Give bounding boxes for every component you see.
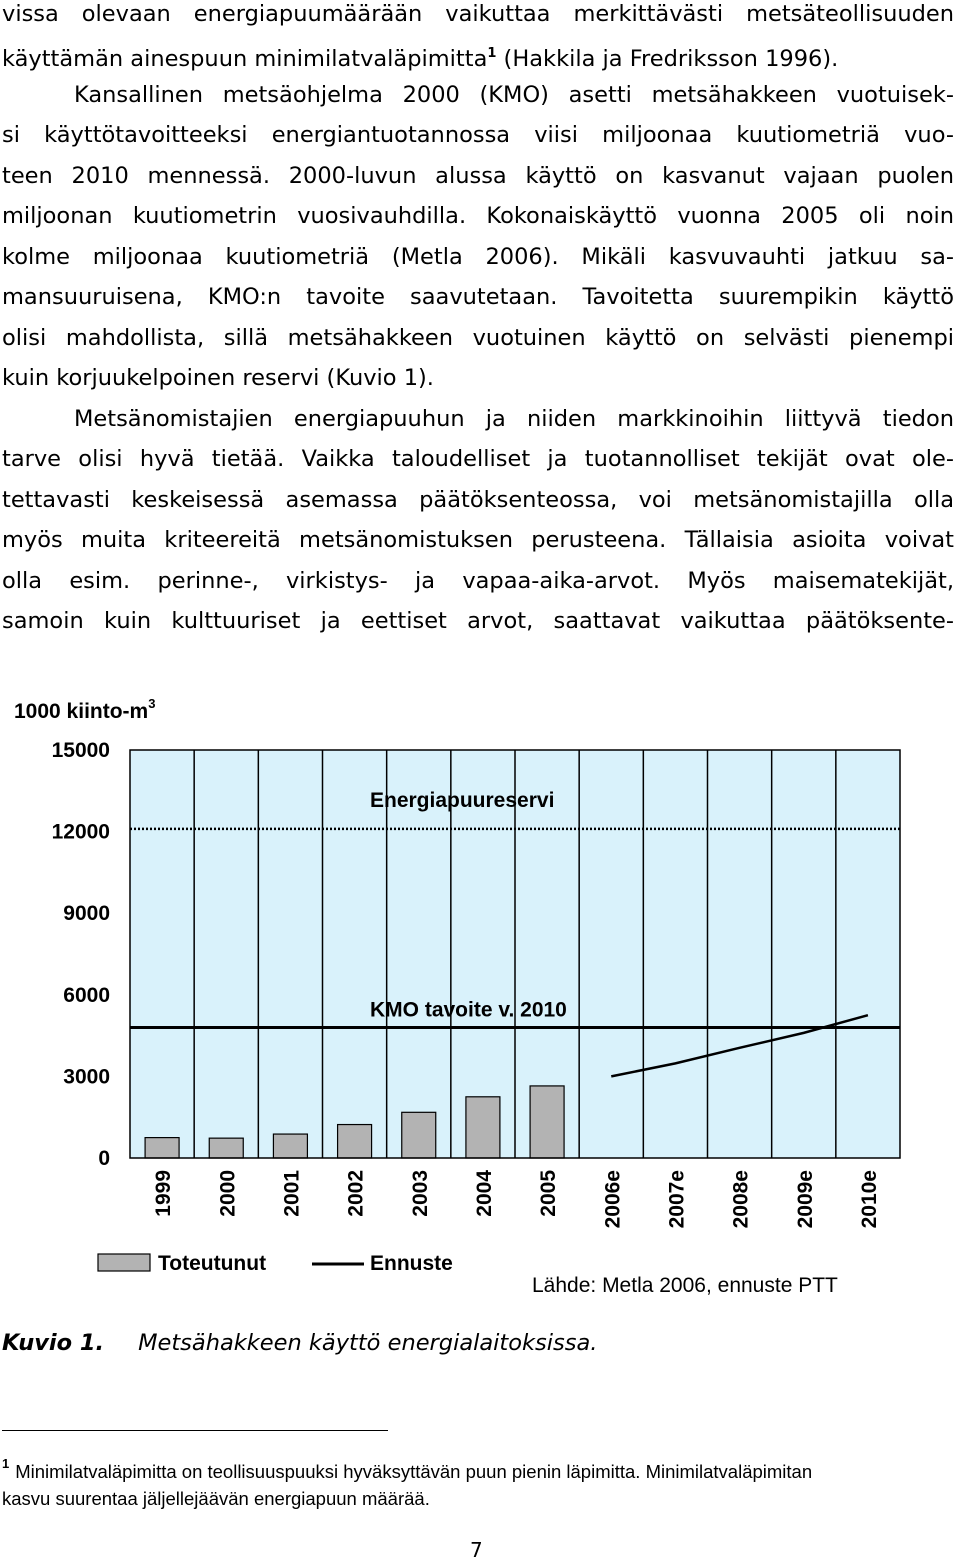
y-axis-label-text: 1000 kiinto-m xyxy=(14,700,149,723)
paragraph-line: samoin kuin kulttuuriset ja eettiset arvot, saattavat vaikuttaa päätöksente- xyxy=(2,608,954,634)
paragraph-line-text: (Hakkila ja Fredriksson 1996). xyxy=(496,46,839,72)
caption-label: Kuvio 1. xyxy=(2,1330,105,1356)
caption-text: Metsähakkeen käyttö energialaitoksissa. xyxy=(138,1330,598,1356)
paragraph-line-text: käyttämän ainespuun minimilatvaläpimitta xyxy=(2,46,488,72)
footnote-rule xyxy=(2,1430,388,1431)
x-tick-label: 2001 xyxy=(280,1170,304,1217)
y-tick-label: 15000 xyxy=(51,739,110,762)
x-tick-label: 2008e xyxy=(729,1170,753,1229)
figure-chart xyxy=(0,680,960,1310)
bar xyxy=(338,1125,372,1158)
paragraph-line: tettavasti keskeisessä asemassa päätöksenteossa, voi metsänomistajilla olla xyxy=(2,487,954,513)
y-tick-label: 9000 xyxy=(63,902,110,926)
bar xyxy=(209,1138,243,1158)
paragraph-line: kolme miljoonaa kuutiometriä (Metla 2006). Mikäli kasvuvauhti jatkuu sa- xyxy=(2,244,954,270)
y-axis-label-superscript: 3 xyxy=(148,696,156,711)
paragraph-line: vissa olevaan energiapuumäärään vaikuttaa merkittävästi metsäteollisuuden xyxy=(2,1,954,27)
paragraph-line: teen 2010 mennessä. 2000-luvun alussa käyttö on kasvanut vajaan puolen xyxy=(2,163,954,189)
paragraph-line: olla esim. perinne-, virkistys- ja vapaa-aika-arvot. Myös maisematekijät, xyxy=(2,568,954,594)
bar xyxy=(273,1134,307,1158)
x-tick-label: 2002 xyxy=(344,1170,368,1217)
x-tick-label: 2006e xyxy=(601,1170,625,1229)
bar xyxy=(466,1097,500,1158)
paragraph-line: mansuuruisena, KMO:n tavoite saavutetaan. Tavoitetta suurempikin käyttö xyxy=(2,284,954,310)
x-tick-label: 2003 xyxy=(408,1170,432,1217)
x-tick-label: 2005 xyxy=(537,1170,561,1217)
x-tick-label: 1999 xyxy=(152,1170,176,1217)
footnote-marker: 1 xyxy=(487,46,497,61)
paragraph-line: tarve olisi hyvä tietää. Vaikka taloudelliset ja tuotannolliset tekijät ovat ole- xyxy=(2,446,954,472)
y-tick-label: 3000 xyxy=(63,1065,110,1089)
legend-label: Toteutunut xyxy=(158,1252,267,1275)
bar xyxy=(145,1138,179,1158)
paragraph-line: miljoonan kuutiometrin vuosivauhdilla. Kokonaiskäyttö vuonna 2005 oli noin xyxy=(2,203,954,229)
y-axis-label xyxy=(14,696,155,723)
y-tick-label: 6000 xyxy=(63,983,110,1007)
bar xyxy=(402,1112,436,1158)
page-number: 7 xyxy=(470,1538,483,1562)
legend-label: Ennuste xyxy=(370,1252,453,1275)
footnote-text: Minimilatvaläpimitta on teollisuuspuuksi hyväksyttävän puun pienin läpimitta. Minimilatvaläpimitan xyxy=(15,1461,813,1482)
chart-source: Lähde: Metla 2006, ennuste PTT xyxy=(532,1274,838,1297)
figure-caption xyxy=(2,1330,597,1356)
reference-line-label: Energiapuureservi xyxy=(370,788,555,812)
paragraph-line: Kansallinen metsäohjelma 2000 (KMO) asetti metsähakkeen vuotuisek- xyxy=(74,82,954,108)
x-tick-label: 2009e xyxy=(793,1170,817,1229)
paragraph-line: kuin korjuukelpoinen reservi (Kuvio 1). xyxy=(2,365,434,391)
x-tick-label: 2010e xyxy=(857,1170,881,1229)
x-tick-label: 2000 xyxy=(216,1170,240,1217)
y-tick-label: 12000 xyxy=(51,820,110,844)
x-tick-label: 2007e xyxy=(665,1170,689,1229)
footnote-line xyxy=(2,1452,960,1484)
x-tick-label: 2004 xyxy=(472,1170,496,1217)
bar xyxy=(530,1086,564,1158)
paragraph-line: myös muita kriteereitä metsänomistuksen perusteena. Tällaisia asioita voivat xyxy=(2,527,954,553)
footnote-line: kasvu suurentaa jäljellejäävän energiapuun määrää. xyxy=(2,1488,430,1509)
paragraph-line: olisi mahdollista, sillä metsähakkeen vuotuinen käyttö on selvästi pienempi xyxy=(2,325,954,351)
paragraph-line: si käyttötavoitteeksi energiantuotannossa viisi miljoonaa kuutiometriä vuo- xyxy=(2,122,954,148)
legend-bar-swatch xyxy=(98,1254,150,1271)
y-tick-label: 0 xyxy=(98,1147,110,1170)
paragraph-line xyxy=(2,40,954,72)
paragraph-line: Metsänomistajien energiapuuhun ja niiden markkinoihin liittyvä tiedon xyxy=(74,406,954,432)
footnote-number: 1 xyxy=(2,1456,10,1471)
reference-line-label: KMO tavoite v. 2010 xyxy=(370,998,567,1022)
